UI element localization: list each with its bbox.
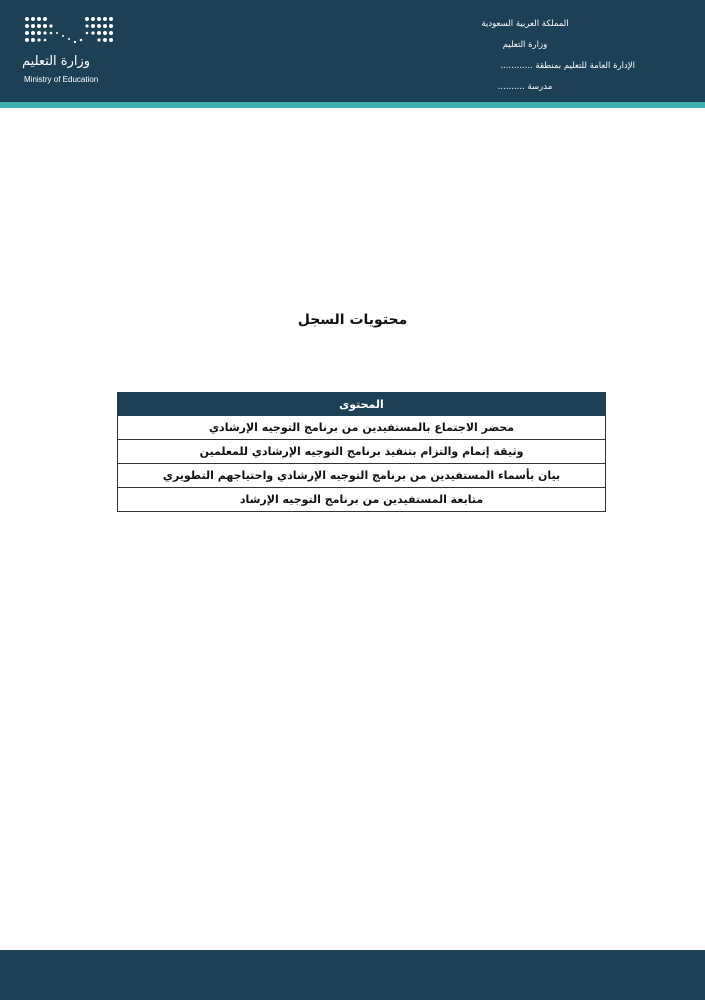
header-info <box>415 14 635 98</box>
table-cell: محضر الاجتماع بالمستفيدين من برنامج التوجيه الإرشادي <box>118 416 606 440</box>
logo-arabic-text: وزارة التعليم <box>22 54 91 69</box>
logo-dots-icon <box>24 16 116 50</box>
school-label: مدرسة .......... <box>497 82 553 92</box>
table-cell: متابعة المستفيدين من برنامج التوجيه الإرشاد <box>118 488 606 512</box>
table-row <box>118 464 606 488</box>
table-row <box>118 488 606 512</box>
table-row <box>118 416 606 440</box>
ministry-logo <box>20 14 125 89</box>
table-header-cell: المحتوى <box>118 393 606 416</box>
table-cell: وثيقة إتمام والتزام بتنفيذ برنامج التوجيه الإرشادي للمعلمين <box>118 440 606 464</box>
contents-table <box>117 392 606 512</box>
table-header-row <box>118 393 606 416</box>
administration-label: الإدارة العامة للتعليم بمنطقة ............ <box>500 61 635 71</box>
header-banner <box>0 0 705 102</box>
logo-english-text: Ministry of Education <box>24 75 99 84</box>
ministry-label: وزارة التعليم <box>502 40 548 50</box>
table-row <box>118 440 606 464</box>
footer-bar <box>0 950 705 1000</box>
page-title: محتويات السجل <box>297 312 408 328</box>
header-accent-stripe <box>0 102 705 108</box>
table-cell: بيان بأسماء المستفيدين من برنامج التوجيه الإرشادي واحتياجهم التطويري <box>118 464 606 488</box>
kingdom-label: المملكة العربية السعودية <box>481 19 569 29</box>
